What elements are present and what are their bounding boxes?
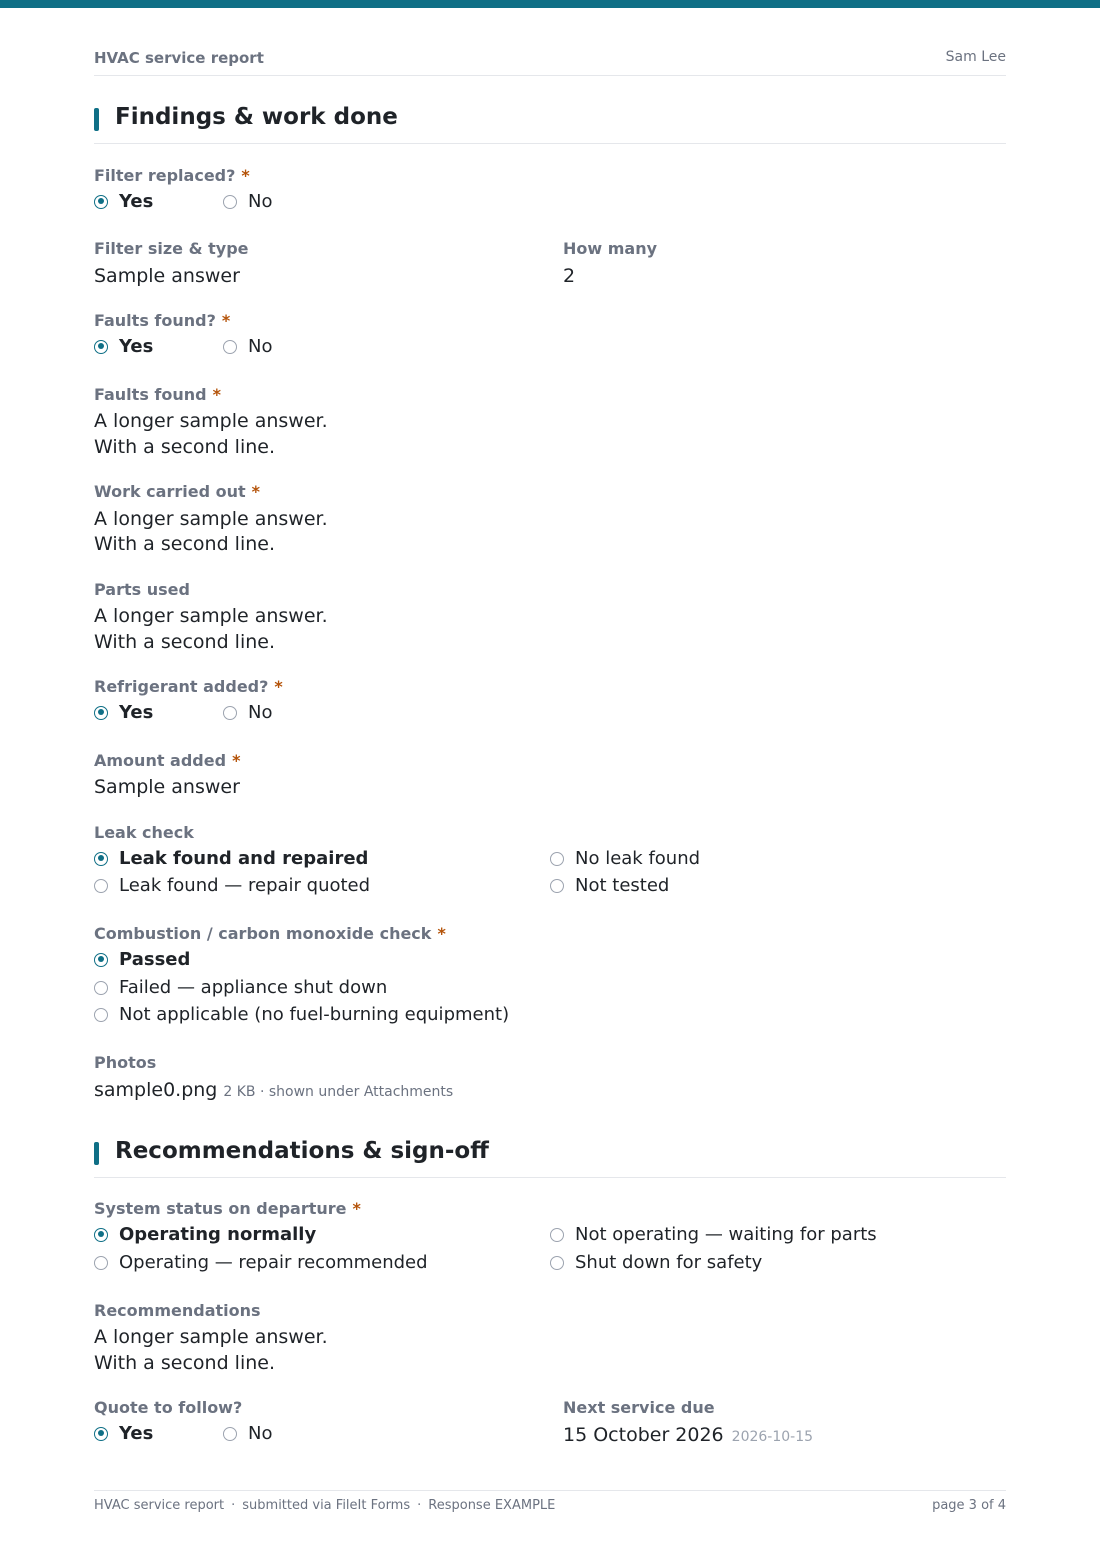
section-accent-bar bbox=[94, 1142, 99, 1165]
radio-unchecked-icon bbox=[550, 1228, 564, 1242]
attachment-filename[interactable]: sample0.png bbox=[94, 1079, 218, 1101]
radio-unchecked-icon bbox=[550, 1256, 564, 1270]
footer-form-name: HVAC service report bbox=[94, 1498, 225, 1513]
required-marker: * bbox=[437, 924, 446, 943]
section-divider bbox=[94, 1177, 1006, 1178]
radio-unchecked-icon bbox=[223, 1427, 237, 1441]
field-value-work-line2: With a second line. bbox=[94, 533, 275, 555]
required-marker: * bbox=[232, 751, 241, 770]
radio-checked-icon bbox=[94, 340, 108, 354]
radio-unchecked-icon bbox=[94, 981, 108, 995]
radio-checked-icon bbox=[94, 706, 108, 720]
field-label-filter-size: Filter size & type bbox=[94, 239, 249, 258]
attachment-meta: 2 KB · shown under Attachments bbox=[223, 1084, 454, 1100]
radio-unchecked-icon bbox=[223, 195, 237, 209]
radio-unchecked-icon bbox=[223, 706, 237, 720]
field-value-faults-found-line1: A longer sample answer. bbox=[94, 410, 328, 432]
radio-status-normal[interactable]: Operating normally bbox=[94, 1224, 316, 1245]
report-title: HVAC service report bbox=[94, 49, 264, 67]
field-label-leak-check: Leak check bbox=[94, 823, 194, 842]
field-label-next-service-due: Next service due bbox=[563, 1398, 715, 1417]
next-service-date: 15 October 2026 bbox=[563, 1424, 724, 1446]
page-number: page 3 of 4 bbox=[932, 1498, 1006, 1513]
radio-checked-icon bbox=[94, 1228, 108, 1242]
field-value-parts-line1: A longer sample answer. bbox=[94, 605, 328, 627]
required-marker: * bbox=[241, 166, 250, 185]
next-service-iso-date: 2026-10-15 bbox=[731, 1429, 814, 1445]
radio-checked-icon bbox=[94, 852, 108, 866]
required-marker: * bbox=[251, 482, 260, 501]
radio-faults-found-no[interactable]: No bbox=[223, 336, 272, 357]
field-label-quote-to-follow: Quote to follow? bbox=[94, 1398, 243, 1417]
radio-checked-icon bbox=[94, 195, 108, 209]
required-marker: * bbox=[352, 1199, 361, 1218]
radio-quote-no[interactable]: No bbox=[223, 1423, 272, 1444]
footer-separator: · bbox=[417, 1498, 422, 1513]
radio-unchecked-icon bbox=[223, 340, 237, 354]
radio-faults-found-yes[interactable]: Yes bbox=[94, 336, 153, 357]
field-value-parts-line2: With a second line. bbox=[94, 631, 275, 653]
required-marker: * bbox=[221, 311, 231, 330]
field-label-parts-used: Parts used bbox=[94, 580, 190, 599]
radio-filter-replaced-yes[interactable]: Yes bbox=[94, 191, 153, 212]
field-label-photos: Photos bbox=[94, 1053, 157, 1072]
field-label-recommendations: Recommendations bbox=[94, 1301, 261, 1320]
radio-filter-replaced-no[interactable]: No bbox=[223, 191, 272, 212]
radio-checked-icon bbox=[94, 1427, 108, 1441]
section-title-findings: Findings & work done bbox=[115, 104, 398, 130]
radio-combustion-passed[interactable]: Passed bbox=[94, 949, 190, 970]
field-label-filter-replaced: Filter replaced? * bbox=[94, 166, 250, 185]
field-value-faults-found-line2: With a second line. bbox=[94, 436, 275, 458]
field-label-system-status: System status on departure * bbox=[94, 1199, 361, 1218]
field-label-refrigerant-added: Refrigerant added? * bbox=[94, 677, 283, 696]
submitter-name: Sam Lee bbox=[945, 49, 1006, 65]
radio-quote-yes[interactable]: Yes bbox=[94, 1423, 153, 1444]
radio-refrigerant-no[interactable]: No bbox=[223, 702, 272, 723]
footer-separator: · bbox=[231, 1498, 236, 1513]
radio-combustion-na[interactable]: Not applicable (no fuel-burning equipment) bbox=[94, 1004, 509, 1025]
radio-combustion-failed[interactable]: Failed — appliance shut down bbox=[94, 977, 387, 998]
radio-not-tested[interactable]: Not tested bbox=[550, 875, 669, 896]
radio-unchecked-icon bbox=[94, 1256, 108, 1270]
field-label-faults-found-q: Faults found? * bbox=[94, 311, 231, 330]
radio-status-waiting-parts[interactable]: Not operating — waiting for parts bbox=[550, 1224, 877, 1245]
field-value-recommendations-line1: A longer sample answer. bbox=[94, 1326, 328, 1348]
footer-submitted: submitted via FileIt Forms bbox=[242, 1498, 411, 1513]
section-title-recommendations: Recommendations & sign-off bbox=[115, 1138, 489, 1164]
radio-unchecked-icon bbox=[94, 1008, 108, 1022]
field-value-next-service-due bbox=[563, 1422, 813, 1450]
radio-unchecked-icon bbox=[94, 879, 108, 893]
field-label-faults-found: Faults found * bbox=[94, 385, 221, 404]
field-value-filter-size: Sample answer bbox=[94, 265, 240, 287]
radio-checked-icon bbox=[94, 953, 108, 967]
required-marker: * bbox=[212, 385, 221, 404]
header-divider bbox=[94, 75, 1006, 76]
field-value-how-many: 2 bbox=[563, 265, 576, 287]
radio-status-repair-recommended[interactable]: Operating — repair recommended bbox=[94, 1252, 428, 1273]
top-accent-bar bbox=[0, 0, 1100, 8]
radio-unchecked-icon bbox=[550, 879, 564, 893]
footer-divider bbox=[94, 1490, 1006, 1491]
required-marker: * bbox=[274, 677, 283, 696]
field-value-recommendations-line2: With a second line. bbox=[94, 1352, 275, 1374]
field-label-work-carried-out: Work carried out * bbox=[94, 482, 260, 501]
footer-info bbox=[94, 1498, 555, 1513]
section-accent-bar bbox=[94, 108, 99, 131]
field-label-how-many: How many bbox=[563, 239, 658, 258]
attachment-item bbox=[94, 1077, 453, 1105]
footer-response: Response EXAMPLE bbox=[428, 1498, 556, 1513]
radio-leak-repaired[interactable]: Leak found and repaired bbox=[94, 848, 368, 869]
field-label-amount-added: Amount added * bbox=[94, 751, 241, 770]
radio-unchecked-icon bbox=[550, 852, 564, 866]
field-label-combustion: Combustion / carbon monoxide check * bbox=[94, 924, 446, 943]
radio-refrigerant-yes[interactable]: Yes bbox=[94, 702, 153, 723]
field-value-work-line1: A longer sample answer. bbox=[94, 508, 328, 530]
radio-status-shut-down[interactable]: Shut down for safety bbox=[550, 1252, 762, 1273]
field-value-amount-added: Sample answer bbox=[94, 776, 240, 798]
section-divider bbox=[94, 143, 1006, 144]
radio-leak-quoted[interactable]: Leak found — repair quoted bbox=[94, 875, 370, 896]
radio-no-leak[interactable]: No leak found bbox=[550, 848, 700, 869]
